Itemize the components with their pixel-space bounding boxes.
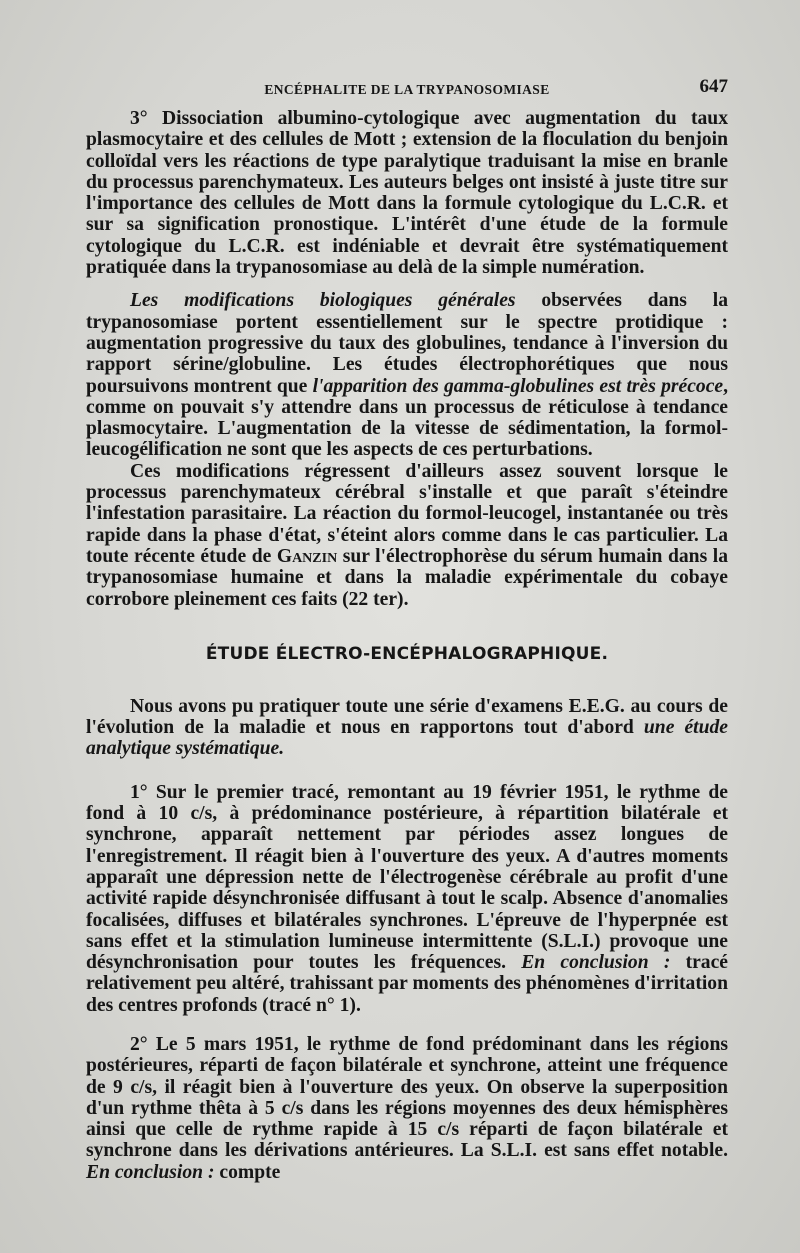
paragraph-biological-modifications bbox=[86, 290, 728, 460]
italic-phrase: l'apparition des gamma-globulines est très précoce bbox=[312, 375, 724, 397]
paragraph-text: 2° Le 5 mars 1951, le rythme de fond prédominant dans les régions postérieures, réparti de façon bilatérale et synchrone, atteint une fréquence de 9 c/s, il réagit bien à l'ouverture des yeux. On observe la superposition d'un rythme thêta à 5 c/s dans les régions moyennes des deux hémisphères ainsi que celle de rythme rapide à 15 c/s réparti de façon bilatérale et synchrone dans les dérivations antérieures. La S.L.I. est sans effet notable. bbox=[86, 1033, 728, 1162]
running-header bbox=[86, 76, 728, 102]
paragraph-text: sur l'électrophorèse du sérum humain dans la trypanosomiase humaine et dans la maladie expérimentale du cobaye corrobore pleinement ces faits (22 ter). bbox=[86, 545, 728, 610]
paragraph-first-trace bbox=[86, 782, 728, 1016]
running-title: ENCÉPHALITE DE LA TRYPANOSOMIASE bbox=[264, 82, 550, 97]
paragraph-text: Nous avons pu pratiquer toute une série d'examens E.E.G. au cours de l'évolution de la maladie et nous en rapportons tout d'abord bbox=[86, 695, 728, 739]
paragraph-text: tracé relativement peu altéré, trahissant par moments des phénomènes d'irritation des centres profonds (tracé n° 1). bbox=[86, 952, 728, 1016]
paragraph-text: compte bbox=[214, 1161, 281, 1183]
italic-phrase: En conclusion : bbox=[521, 952, 671, 974]
paragraph-eeg-intro bbox=[86, 696, 728, 760]
paragraph-text: , comme on pouvait s'y attendre dans un processus de réticulose à tendance plasmocytaire. L'augmentation de la vitesse de sédimentation, la formol-leucogélification ne sont que les aspects de ces perturbations. bbox=[86, 375, 728, 461]
paragraph-text: observées dans la trypanosomiase portent essentiellement sur le spectre protidique : augmentation progressive du taux des globulines, tendance à l'inversion du rapport sérine/globuline. Les études électrophorétiques que nous poursuivons montrent que bbox=[86, 290, 728, 397]
author-name: Ganzin bbox=[276, 545, 338, 567]
paragraph-second-trace bbox=[86, 1034, 728, 1183]
paragraph-text: Ces modifications régressent d'ailleurs assez souvent lorsque le processus parenchymateux cérébral s'installe et que paraît s'éteindre l'infestation parasitaire. La réaction du formol-leucogel, instantanée ou très rapide dans la phase d'état, s'éteint alors comme dans le cas particulier. La toute récente étude de bbox=[86, 460, 728, 567]
italic-phrase: En conclusion : bbox=[86, 1161, 215, 1183]
section-heading: ÉTUDE ÉLECTRO-ENCÉPHALOGRAPHIQUE. bbox=[205, 643, 609, 664]
page-number: 647 bbox=[699, 76, 728, 97]
paragraph-text: 1° Sur le premier tracé, remontant au 19 février 1951, le rythme de fond à 10 c/s, à prédominance postérieure, à répartition bilatérale et synchrone, apparaît nettement par périodes assez longues de l'enregistrement. Il réagit bien à l'ouverture des yeux. A d'autres moments apparaît une dépression nette de l'électrogenèse cérébrale au profit d'une activité rapide désynchronisée diffusant à tout le scalp. Absence d'anomalies focalisées, diffuses et bilatérales synchrones. L'épreuve de l'hyperpnée est sans effet et la stimulation lumineuse intermittente (S.L.I.) provoque une désynchronisation pour toutes les fréquences. bbox=[86, 781, 728, 974]
italic-lead: Les modifications biologiques générales bbox=[130, 290, 516, 312]
paragraph-regression bbox=[86, 461, 728, 610]
italic-phrase: une étude analytique systématique. bbox=[86, 717, 728, 760]
paragraph-dissociation: 3° Dissociation albumino-cytologique avec augmentation du taux plasmocytaire et des cellules de Mott ; extension de la floculation du benjoin colloïdal vers les réactions de type paralytique traduisant la mise en branle du processus parenchymateux. Les auteurs belges ont insisté à juste titre sur l'importance des cellules de Mott dans la formule cytologique du L.C.R. et sur sa signification pronostique. L'intérêt d'une étude de la formule cytologique du L.C.R. est indéniable et devrait être systématiquement pratiquée dans la trypanosomiase au delà de la simple numération. bbox=[86, 108, 728, 279]
